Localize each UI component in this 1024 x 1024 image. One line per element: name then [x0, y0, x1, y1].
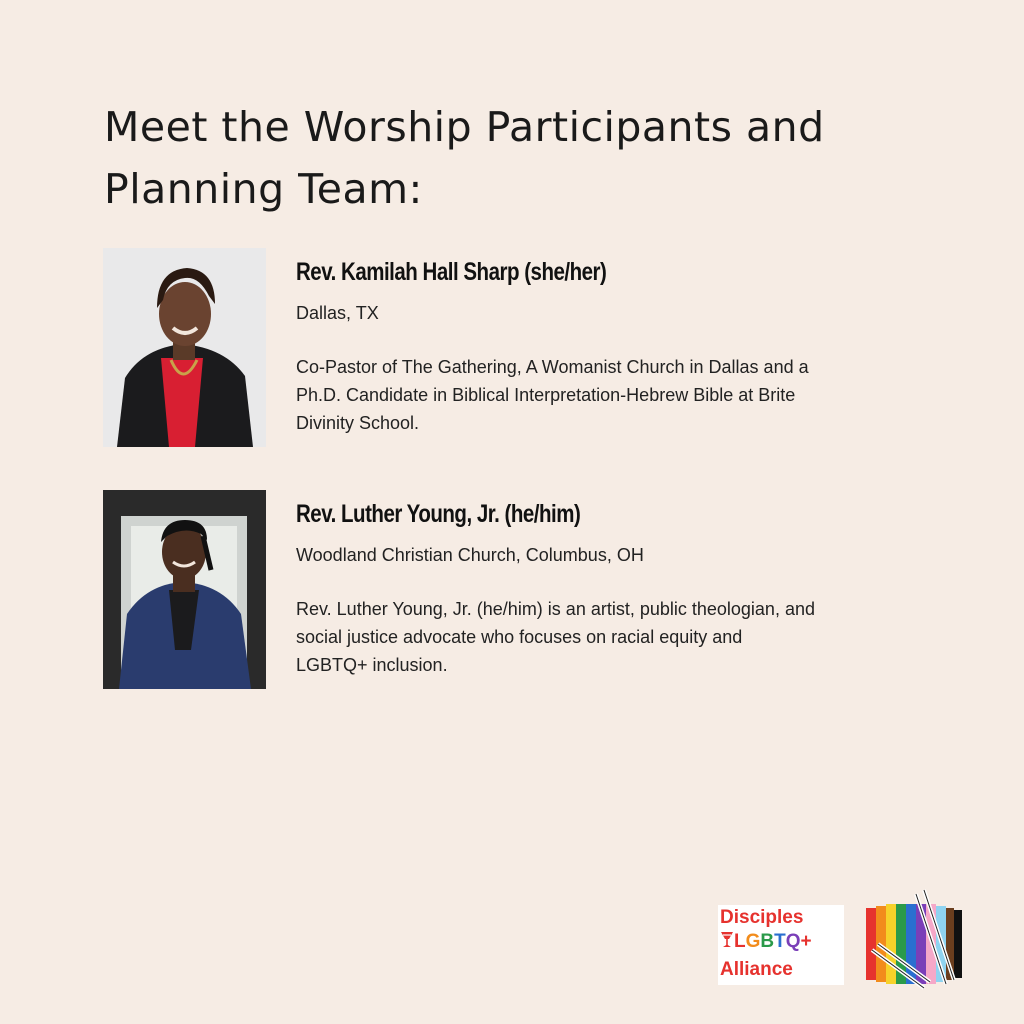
participant-name: Rev. Kamilah Hall Sharp (she/her)	[296, 258, 607, 286]
chalice-icon	[720, 931, 734, 955]
logo-letter: G	[745, 931, 761, 952]
logo-letter: +	[800, 931, 812, 952]
participant-card	[103, 248, 863, 448]
participant-bio: Rev. Luther Young, Jr. (he/him) is an artist, public theologian, and social justice advocate who focuses on racial equity and LGBTQ+ inclusion.	[296, 599, 815, 675]
participant-location: Dallas, TX	[296, 303, 379, 323]
participant-photo	[103, 248, 266, 447]
logo-line-alliance: Alliance	[720, 959, 793, 980]
participant-photo	[103, 490, 266, 689]
pride-flag-icon	[862, 888, 972, 996]
logo-letter: Q	[785, 931, 801, 952]
logo-letter: L	[734, 931, 746, 952]
alliance-logo	[718, 905, 844, 985]
page-title: Meet the Worship Participants and Planning Team:	[104, 103, 825, 213]
participant-name: Rev. Luther Young, Jr. (he/him)	[296, 500, 581, 528]
logo-letter: B	[760, 931, 775, 952]
participant-bio: Co-Pastor of The Gathering, A Womanist Church in Dallas and a Ph.D. Candidate in Biblical Interpretation-Hebrew Bible at Brite Divinity School.	[296, 357, 809, 433]
participant-card	[103, 490, 863, 690]
logo-letter: T	[774, 931, 786, 952]
logo-line-disciples: Disciples	[720, 907, 804, 928]
logo-line-lgbtq	[720, 931, 812, 955]
participant-location: Woodland Christian Church, Columbus, OH	[296, 545, 644, 565]
